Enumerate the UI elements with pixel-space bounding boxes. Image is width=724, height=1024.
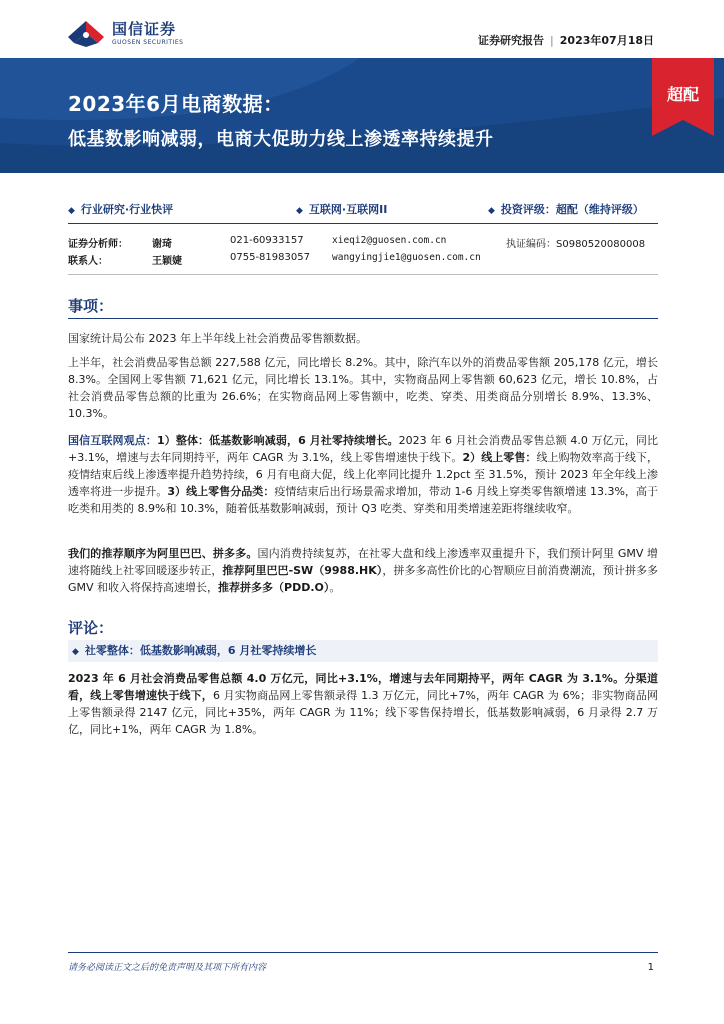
diamond-icon: ◆ [296, 206, 303, 216]
divider [68, 223, 658, 224]
sub-heading-retail: ◆ 社零整体：低基数影响减弱，6 月社零持续增长 [68, 640, 658, 662]
footer-disclaimer: 请务必阅读正文之后的免责声明及其项下所有内容 [68, 963, 267, 973]
paragraph-announcement: 国家统计局公布 2023 年上半年线上社会消费品零售额数据。 [68, 332, 367, 345]
title-banner [0, 58, 724, 173]
report-type: 证券研究报告 [478, 34, 545, 47]
report-meta [478, 32, 654, 48]
paragraph-retail-analysis: 2023 年 6 月社会消费品零售总额 4.0 万亿元，同比+3.1%，增速与去年同期持平，两年 CAGR 为 3.1%。分渠道看，线上零售增速快于线下，6 月实物商品网上零售额录得 1.3 万亿元，同比+7%，两年 CAGR 为 6%；非实物商品网上零售额录得 2147 亿元，同比+35%，两年 CAGR 为 11%；线下零售保持增长，低基数影响减弱，6 月录得 2.7 万亿，同比+1%，两年 CAGR 为 1.8%。 [68, 672, 658, 736]
contact-label: 联系人： [68, 256, 108, 267]
section-heading-review: 评论： [68, 619, 114, 637]
diamond-icon: ◆ [68, 206, 75, 216]
paragraph-recommendation: 我们的推荐顺序为阿里巴巴、拼多多。国内消费持续复苏，在社零大盘和线上渗透率双重提升下，我们预计阿里 GMV 增速将随线上社零回暖逐步转正，推荐阿里巴巴-SW（9988.HK），拼多多高性价比的心智顺应目前消费潮流，预计拼多多 GMV 和收入将保持高速增长，推荐拼多多（PDD.O）。 [68, 547, 659, 594]
analyst-info [68, 235, 658, 269]
guosen-logo [66, 16, 206, 50]
paragraph-summary: 上半年，社会消费品零售总额 227,588 亿元，同比增长 8.2%。其中，除汽车以外的消费品零售额 205,178 亿元，增长 8.3%。全国网上零售额 71,621 亿元，同比增长 13.1%。其中，实物商品网上零售额 60,623 亿元，增长 10.8%，占社会消费品零售总额的比重为 26.6%；在实物商品网上零售额中，吃类、穿类、用类商品分别增长 8.9%、13.3%、10.3%。 [68, 356, 658, 420]
section-heading-events: 事项： [68, 297, 114, 315]
rating-text: 超配 [666, 85, 699, 104]
rating-badge [652, 58, 714, 136]
page-number: 1 [647, 962, 654, 973]
footer-divider [68, 952, 658, 953]
report-date: 2023年07月18日 [559, 34, 654, 47]
category-industry: ◆ 行业研究·行业快评 [68, 203, 174, 216]
category-sector: ◆ 互联网·互联网II [296, 203, 388, 216]
contact-row [68, 252, 658, 269]
analyst-license: 执证编码：S0980520080008 [506, 239, 646, 250]
diamond-icon: ◆ [488, 206, 495, 216]
contact-email[interactable]: wangyingjie1@guosen.com.cn [332, 252, 481, 263]
meta-separator: | [550, 34, 554, 47]
analyst-label: 证券分析师： [68, 239, 128, 250]
report-title-line2: 低基数影响减弱，电商大促助力线上渗透率持续提升 [68, 129, 494, 150]
analyst-name: 谢琦 [152, 239, 172, 250]
category-rating: ◆ 投资评级：超配（维持评级） [488, 203, 644, 216]
diamond-icon: ◆ [72, 647, 79, 657]
category-row [68, 201, 658, 217]
contact-phone: 0755-81983057 [230, 252, 310, 263]
logo-english-text: GUOSEN SECURITIES [112, 38, 184, 46]
paragraph-viewpoint: 国信互联网观点：1）整体：低基数影响减弱，6 月社零持续增长。2023 年 6 月社会消费品零售总额 4.0 万亿元，同比+3.1%，增速与去年同期持平，两年 CAGR 为 3.1%，线上零售增速快于线下。2）线上零售：线上购物效率高于线下，疫情结束后线上渗透率提升趋势持续，6 月有电商大促，线上化率同比提升 1.2pct 至 31.5%，预计 2023 年全年线上渗透率将进一步提升。3）线上零售分品类：疫情结束后出行场景需求增加，带动 1-6 月线上穿类零售额增速 13.3%，高于吃类和用类的 8.9%和 10.3%，随着低基数影响减弱，预计 Q3 吃类、穿类和用类增速差距将继续收窄。 [68, 434, 659, 515]
analyst-row [68, 235, 658, 252]
guosen-logo-icon [66, 17, 106, 49]
report-title-line1: 2023年6月电商数据： [68, 92, 284, 116]
analyst-email[interactable]: xieqi2@guosen.com.cn [332, 235, 447, 246]
top-header [0, 0, 724, 60]
divider [68, 274, 658, 275]
contact-name: 王颖婕 [152, 256, 182, 267]
viewpoint-lead: 国信互联网观点： [68, 434, 157, 447]
section-divider [68, 318, 658, 319]
logo-chinese-text: 国信证券 [112, 19, 177, 38]
analyst-phone: 021-60933157 [230, 235, 304, 246]
